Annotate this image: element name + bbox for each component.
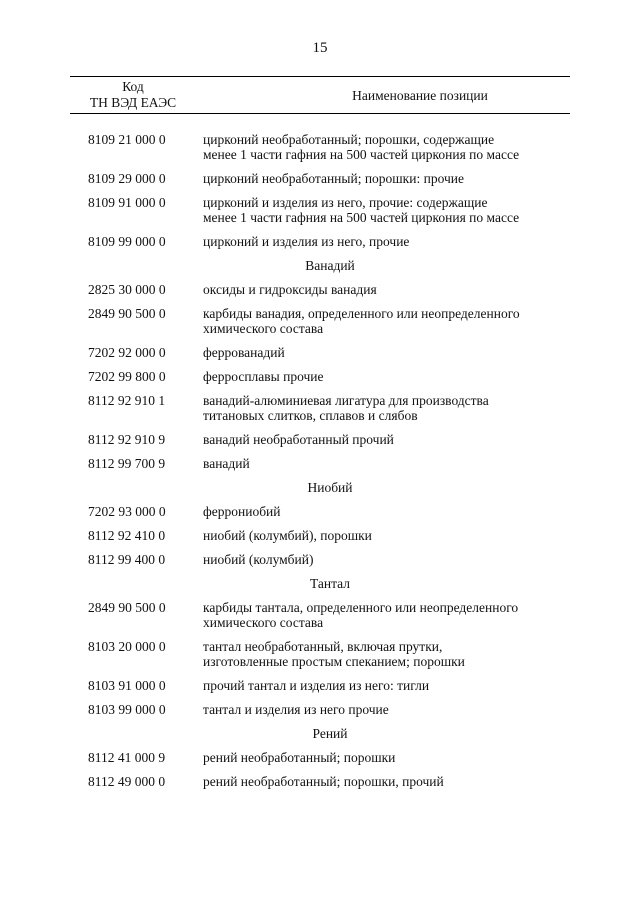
table-row (0, 306, 640, 336)
row-name (203, 639, 573, 669)
row-code: 8109 29 000 0 (88, 171, 166, 186)
table-row (0, 774, 640, 789)
row-code: 8112 41 000 9 (88, 750, 166, 765)
table-row (0, 702, 640, 717)
row-name (203, 702, 573, 717)
row-name (203, 171, 573, 186)
page-number: 15 (312, 40, 328, 56)
table-row (0, 234, 640, 249)
row-code: 8109 91 000 0 (88, 195, 166, 210)
table-row (0, 504, 640, 519)
row-code: 7202 99 800 0 (88, 369, 166, 384)
row-name-line: ферросплавы прочие (203, 369, 324, 384)
row-name (203, 552, 573, 567)
table-row (0, 393, 640, 423)
section-title: Тантал (309, 576, 351, 591)
table-row (0, 369, 640, 384)
table-row (0, 528, 640, 543)
row-code: 2825 30 000 0 (88, 282, 166, 297)
table-row (0, 132, 640, 162)
row-code: 7202 92 000 0 (88, 345, 166, 360)
row-name (203, 774, 573, 789)
row-name (203, 456, 573, 471)
row-name-line: ниобий (колумбий), порошки (203, 528, 372, 543)
row-name (203, 432, 573, 447)
row-name (203, 393, 573, 423)
row-name-line: химического состава (203, 615, 324, 630)
header-code-label: Код (122, 79, 144, 94)
row-name (203, 345, 573, 360)
row-name-line: цирконий и изделия из него, прочие (203, 234, 410, 249)
header-code-column (70, 79, 196, 111)
row-code: 8112 92 910 9 (88, 432, 166, 447)
header-code-sublabel: ТН ВЭД ЕАЭС (89, 95, 177, 110)
row-name-line: ванадий необработанный прочий (203, 432, 394, 447)
section-title: Ниобий (307, 480, 353, 495)
table-row (0, 171, 640, 186)
row-code: 8109 21 000 0 (88, 132, 166, 147)
row-name-line: феррониобий (203, 504, 281, 519)
row-name (203, 750, 573, 765)
row-name-line: цирконий необработанный; порошки: прочие (203, 171, 464, 186)
row-code: 7202 93 000 0 (88, 504, 166, 519)
row-name-line: ванадий-алюминиевая лигатура для производства (203, 393, 489, 408)
section-heading (0, 480, 640, 495)
row-name-line: изготовленные простым спеканием; порошки (203, 654, 465, 669)
table-row (0, 552, 640, 567)
row-name-line: тантал и изделия из него прочие (203, 702, 389, 717)
row-name-line: цирконий необработанный; порошки, содержащие (203, 132, 495, 147)
row-code: 8109 99 000 0 (88, 234, 166, 249)
row-name-line: титановых слитков, сплавов и слябов (203, 408, 418, 423)
row-code: 8112 92 410 0 (88, 528, 166, 543)
table-row (0, 456, 640, 471)
row-name-line: цирконий и изделия из него, прочие: содержащие (203, 195, 488, 210)
row-code: 8112 99 700 9 (88, 456, 166, 471)
row-name-line: прочий тантал и изделия из него: тигли (203, 678, 430, 693)
row-name (203, 600, 573, 630)
row-name-line: ниобий (колумбий) (203, 552, 314, 567)
row-name-line: ванадий (203, 456, 250, 471)
row-name (203, 369, 573, 384)
row-code: 8103 99 000 0 (88, 702, 166, 717)
row-name-line: тантал необработанный, включая прутки, (203, 639, 443, 654)
row-name (203, 234, 573, 249)
row-name-line: рений необработанный; порошки (203, 750, 396, 765)
row-code: 8112 92 910 1 (88, 393, 166, 408)
row-name-line: оксиды и гидроксиды ванадия (203, 282, 377, 297)
row-name-line: химического состава (203, 321, 324, 336)
table-row (0, 678, 640, 693)
row-name-line: рений необработанный; порошки, прочий (203, 774, 444, 789)
row-name-line: карбиды ванадия, определенного или неопределенного (203, 306, 520, 321)
row-name (203, 195, 573, 225)
table-body (0, 132, 640, 798)
table-row (0, 432, 640, 447)
row-name (203, 132, 573, 162)
row-code: 8103 91 000 0 (88, 678, 166, 693)
row-name-line: менее 1 части гафния на 500 частей циркония по массе (203, 210, 520, 225)
row-name (203, 282, 573, 297)
row-name (203, 504, 573, 519)
section-heading (0, 576, 640, 591)
row-name-line: феррованадий (203, 345, 285, 360)
row-name-line: менее 1 части гафния на 500 частей циркония по массе (203, 147, 520, 162)
table-row (0, 282, 640, 297)
section-heading (0, 726, 640, 741)
row-code: 8112 99 400 0 (88, 552, 166, 567)
row-code: 8103 20 000 0 (88, 639, 166, 654)
row-code: 2849 90 500 0 (88, 600, 166, 615)
section-title: Ванадий (305, 258, 355, 273)
row-code: 2849 90 500 0 (88, 306, 166, 321)
table-row (0, 195, 640, 225)
row-name-line: карбиды тантала, определенного или неопределенного (203, 600, 519, 615)
row-name (203, 528, 573, 543)
section-title: Рений (312, 726, 348, 741)
table-header (70, 76, 570, 114)
table-row (0, 345, 640, 360)
table-row (0, 600, 640, 630)
row-name (203, 678, 573, 693)
section-heading (0, 258, 640, 273)
header-name-column: Наименование позиции (352, 88, 488, 103)
row-name (203, 306, 573, 336)
table-row (0, 750, 640, 765)
table-row (0, 639, 640, 669)
row-code: 8112 49 000 0 (88, 774, 166, 789)
